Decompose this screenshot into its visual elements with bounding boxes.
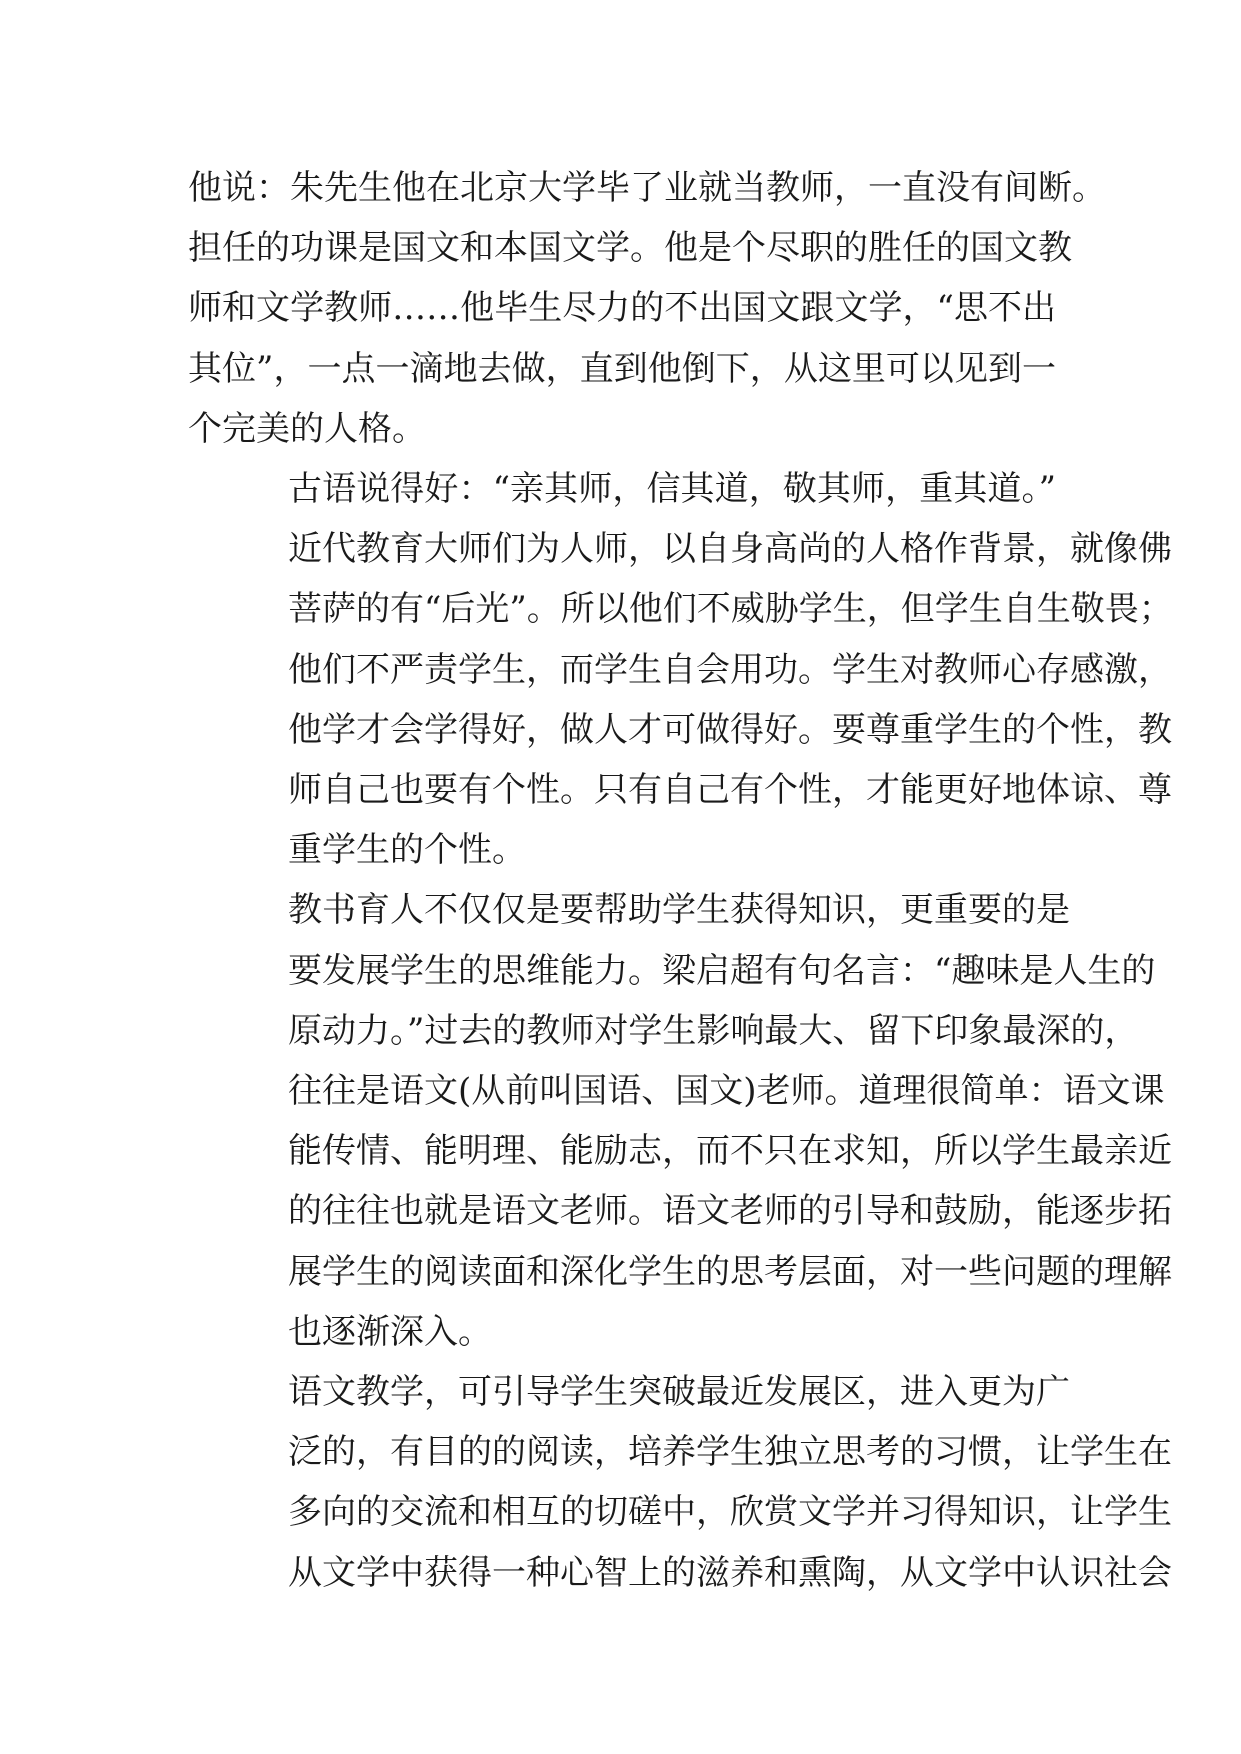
text-line: 语文教学，可引导学生突破最近发展区，进入更为广 [288,1372,1070,1413]
text-line: 菩萨的有“后光”。所以他们不威胁学生，但学生自生敬畏； [288,589,1173,630]
text-line: 的往往也就是语文老师。语文老师的引导和鼓励，能逐步拓 [288,1191,1172,1232]
text-line: 要发展学生的思维能力。梁启超有句名言：“趣味是人生的 [288,950,1156,991]
text-line: 教书育人不仅仅是要帮助学生获得知识，更重要的是 [288,890,1070,931]
text-line: 也逐渐深入。 [288,1311,492,1352]
text-line: 其位”，一点一滴地去做，直到他倒下，从这里可以见到一 [188,348,1056,389]
paragraph-3 [188,880,1172,1362]
text-line: 展学生的阅读面和深化学生的思考层面，对一些问题的理解 [288,1251,1172,1292]
text-line: 担任的功课是国文和本国文学。他是个尽职的胜任的国文教 [188,228,1072,269]
text-line: 泛的，有目的的阅读，培养学生独立思考的习惯，让学生在 [288,1432,1172,1473]
text-line: 师自己也要有个性。只有自己有个性，才能更好地体谅、尊 [288,770,1172,811]
text-line: 近代教育大师们为人师，以自身高尚的人格作背景，就像佛 [288,529,1172,570]
text-line: 能传情、能明理、能励志，而不只在求知，所以学生最亲近 [288,1131,1172,1172]
text-line: 多向的交流和相互的切磋中，欣赏文学并习得知识，让学生 [288,1492,1172,1533]
text-line: 从文学中获得一种心智上的滋养和熏陶，从文学中认识社会 [288,1552,1172,1593]
text-line: 古语说得好：“亲其师，信其道，敬其师，重其道。” [288,469,1056,510]
text-line: 重学生的个性。 [288,830,526,871]
text-line: 他学才会学得好，做人才可做得好。要尊重学生的个性，教 [288,709,1172,750]
text-line: 他们不严责学生，而学生自会用功。学生对教师心存感激， [288,649,1172,690]
text-line: 原动力。”过去的教师对学生影响最大、留下印象最深的， [288,1010,1139,1051]
paragraph-1 [188,158,1106,459]
text-line: 个完美的人格。 [188,408,426,449]
paragraph-2 [188,459,1173,880]
text-line: 师和文学教师……他毕生尽力的不出国文跟文学，“思不出 [188,288,1056,329]
document-page [188,158,1173,1603]
paragraph-4 [188,1362,1172,1603]
text-line: 他说：朱先生他在北京大学毕了业就当教师，一直没有间断。 [188,168,1106,208]
text-line: 往往是语文(从前叫国语、国文)老师。道理很简单：语文课 [288,1071,1165,1112]
